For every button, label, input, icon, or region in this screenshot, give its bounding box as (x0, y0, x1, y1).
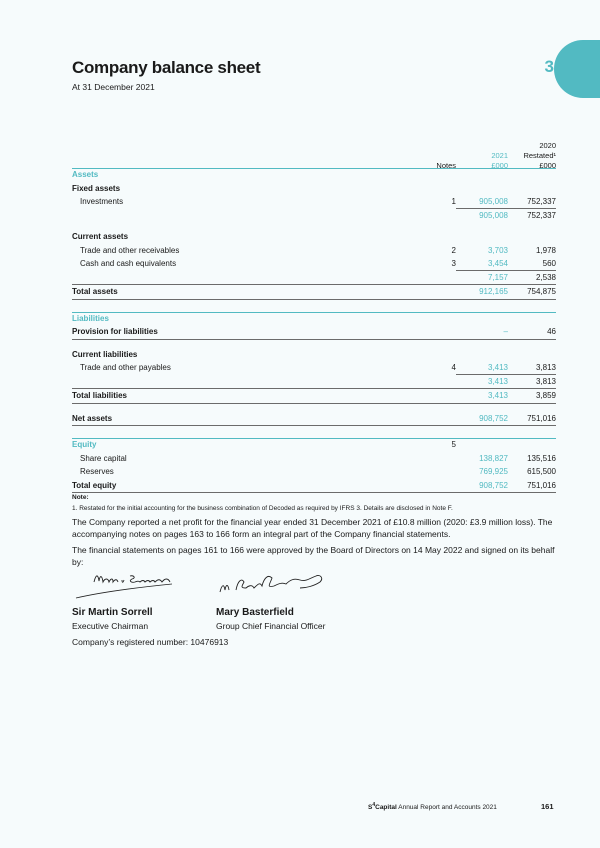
section-row (72, 312, 556, 326)
total-row (72, 325, 556, 340)
row-label: Total equity (72, 480, 117, 490)
value-2020: 751,016 (527, 413, 556, 423)
value-2020: 135,516 (527, 453, 556, 463)
footer-brand-s: S (368, 804, 373, 812)
total-gap (72, 404, 556, 412)
value-2021: 138,827 (479, 453, 508, 463)
row-note: 2 (451, 245, 456, 255)
section-row (72, 438, 556, 452)
net-profit-paragraph: The Company reported a net profit for the financial year ended 31 December 2021 of £10.8 million (2020: £3.9 million loss). The accompanying notes on pages 163 to 166 form an integral part of the Company financial statements. (72, 517, 553, 539)
value-2021: 3,413 (487, 391, 508, 400)
col-2020-unit: £000 (539, 161, 556, 170)
signatory-role-1: Executive Chairman (72, 621, 149, 631)
heading-row (72, 182, 556, 196)
value-2021: 3,454 (487, 259, 508, 268)
value-2021: 908,752 (479, 413, 508, 423)
total-row (72, 479, 556, 494)
row-label: Provision for liabilities (72, 327, 158, 336)
col-2020-restated: Restated¹ (523, 151, 556, 160)
section-number: 3 (544, 57, 554, 76)
total-row (72, 285, 556, 300)
row-label: Liabilities (72, 313, 109, 323)
heading-row (72, 230, 556, 244)
row-label: Fixed assets (72, 183, 121, 193)
row-label: Trade and other receivables (80, 245, 180, 255)
value-2021: 7,157 (487, 272, 508, 282)
row-note: 5 (451, 440, 456, 449)
table-row (72, 257, 556, 271)
row-label: Total liabilities (72, 391, 127, 400)
page-number: 161 (541, 802, 554, 811)
signature-mary-basterfield (214, 566, 334, 602)
footer-report: Annual Report and Accounts 2021 (396, 804, 497, 812)
section-rule (72, 438, 556, 439)
value-2020: 46 (547, 327, 556, 336)
subtotal-row (72, 209, 556, 223)
col-2020-year: 2020 (539, 141, 556, 150)
row-note: 1 (451, 197, 456, 206)
table-row (72, 361, 556, 375)
value-2020: 1,978 (535, 245, 556, 255)
value-2020: 752,337 (527, 197, 556, 206)
row-label: Equity (72, 440, 97, 449)
signatory-role-2: Group Chief Financial Officer (216, 621, 326, 631)
heading-row (72, 348, 556, 362)
value-2021: – (503, 327, 508, 336)
signature-martin-sorrell (72, 566, 182, 602)
value-2020: 3,859 (535, 391, 556, 400)
value-2021: 908,752 (479, 480, 508, 490)
subtotal-row (72, 271, 556, 286)
total-row (72, 412, 556, 427)
heading-gap (72, 340, 556, 348)
section-gap (72, 426, 556, 438)
value-2021: 912,165 (479, 287, 508, 296)
row-label: Investments (80, 197, 124, 206)
value-2020: 3,813 (535, 363, 556, 372)
page-subtitle: At 31 December 2021 (72, 82, 155, 92)
row-label: Cash and cash equivalents (80, 259, 177, 268)
value-2020: 615,500 (527, 467, 556, 476)
heading-gap (72, 222, 556, 230)
value-2021: 905,008 (479, 197, 508, 206)
footer-brand-sup: 4 (372, 802, 376, 808)
row-label: Share capital (80, 453, 127, 463)
row-note: 4 (451, 363, 456, 372)
value-2021: 3,413 (487, 376, 508, 386)
row-note: 3 (451, 259, 456, 268)
note-heading: Note: (72, 494, 89, 501)
signatory-name-2: Mary Basterfield (216, 607, 294, 618)
value-2020: 754,875 (527, 287, 556, 296)
approval-paragraph: The financial statements on pages 161 to 166 were approved by the Board of Directors on 14 May 2022 and signed on its behalf by: (72, 545, 555, 567)
section-rule (72, 312, 556, 313)
note-text: 1. Restated for the initial accounting for the business combination of Decoded as required by IFRS 3. Details are disclosed in Note F. (72, 505, 453, 512)
section-tab (554, 40, 600, 98)
row-label: Current liabilities (72, 349, 138, 359)
footer-brand-rest: Capital (375, 804, 397, 812)
section-gap (72, 300, 556, 312)
table-row (72, 244, 556, 258)
value-2021: 769,925 (479, 467, 508, 476)
col-header-2020 (512, 141, 556, 171)
col-2021-year: 2021 (491, 151, 508, 160)
value-2020: 751,016 (527, 480, 556, 490)
section-row (72, 168, 556, 182)
footer-brand (368, 804, 397, 811)
balance-sheet-table (72, 168, 556, 493)
footer-text (368, 802, 497, 811)
value-2021: 905,008 (479, 210, 508, 220)
value-2021: 3,703 (487, 245, 508, 255)
col-2021-unit: £000 (491, 161, 508, 170)
signatory-name-1: Sir Martin Sorrell (72, 607, 153, 618)
registered-number: Company’s registered number: 10476913 (72, 637, 229, 647)
table-row (72, 452, 556, 466)
row-label: Total assets (72, 287, 118, 296)
value-2020: 3,813 (535, 376, 556, 386)
row-label: Trade and other payables (80, 363, 171, 372)
total-row (72, 389, 556, 404)
row-label: Reserves (80, 467, 114, 476)
col-header-notes: Notes (436, 161, 456, 170)
value-2021: 3,413 (487, 363, 508, 372)
subtotal-row (72, 375, 556, 390)
value-2020: 752,337 (527, 210, 556, 220)
table-row (72, 465, 556, 479)
table-row (72, 195, 556, 209)
value-2020: 560 (542, 259, 556, 268)
value-2020: 2,538 (535, 272, 556, 282)
page-title: Company balance sheet (72, 58, 261, 77)
row-label: Assets (72, 170, 99, 179)
row-label: Current assets (72, 232, 129, 241)
row-label: Net assets (72, 413, 113, 423)
